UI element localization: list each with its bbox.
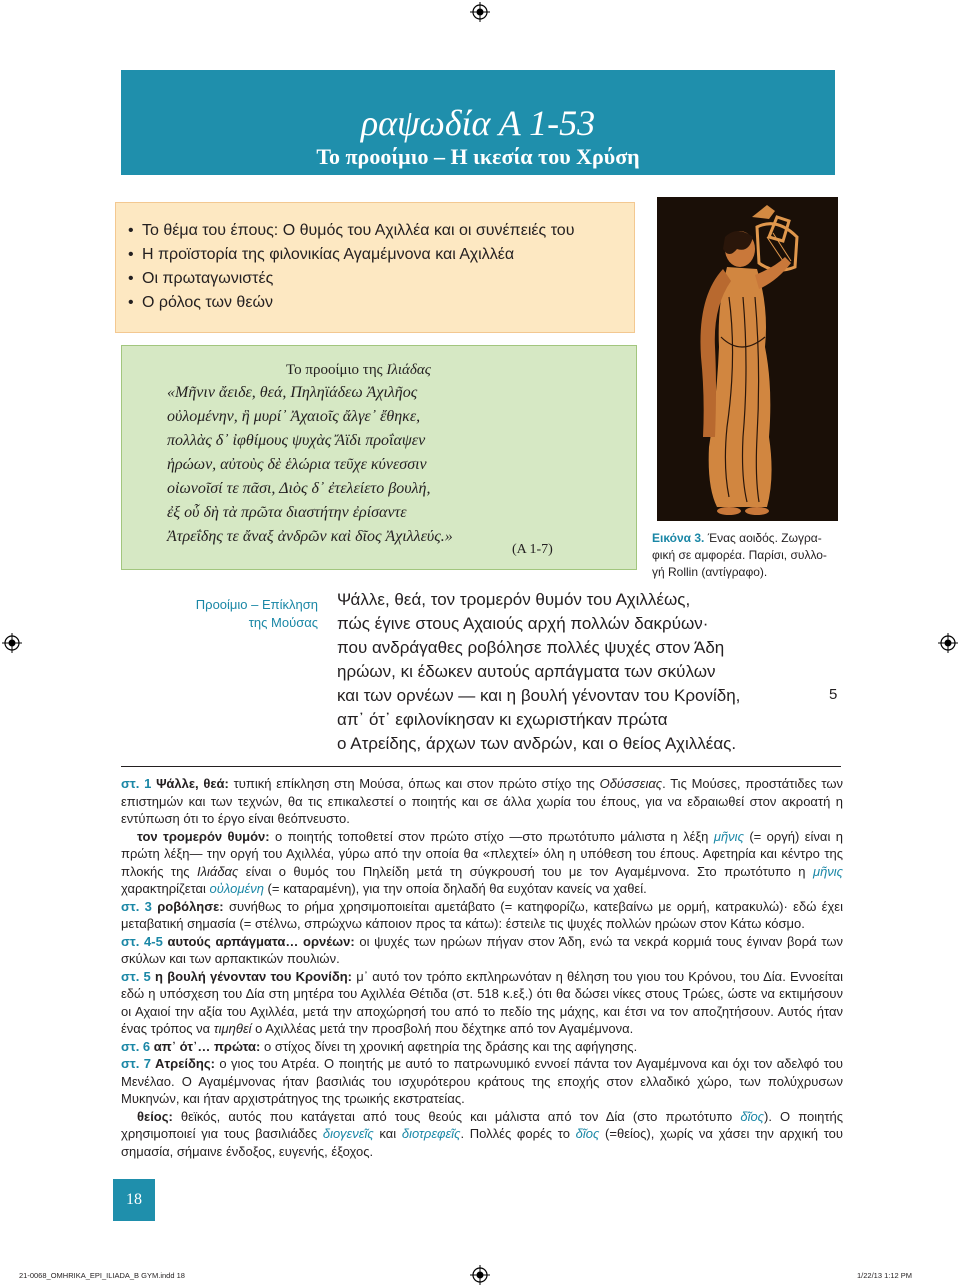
note-text: είναι ο θυμός του Πηλείδη μετά τη σύγκρουσή του με τον Αγαμέμνονα. Στο πρωτότυπο η bbox=[238, 863, 813, 879]
print-slug-file: 21-0068_OMHRIKA_EPI_ILIADA_B GYM.indd 18 bbox=[19, 1271, 185, 1280]
translation-line: ηρώων, κι έδωκεν αυτούς αρπάγματα των σκύλων bbox=[337, 662, 716, 681]
topics-box bbox=[115, 202, 635, 333]
note-verse-ref: στ. 5 bbox=[121, 968, 151, 984]
note-text: ). Ο ποιητής χρησιμοποιεί για τους βασιλιάδες bbox=[121, 1108, 843, 1141]
note-text: μ᾽ αυτό τον τρόπο εκπληρωνόταν η θέληση του γιου του Κρόνου, του Δία. Εννοείται εδώ η υπόσχεση του Δία στη μητέρα του Αχιλλέα Θέτιδα (στ. 518 κ.εξ.) ότι θα δώσει νίκες στους Τρώες, ώστε να εκτιμήσουν οι Αχαιοί την αξία του Αχιλλέα, μετά την αποχώρησή του από το πεδίο της μάχης, και έτσι να τον αποζητήσουν. Αυτός ήταν ένας τρόπος να bbox=[121, 968, 843, 1036]
note-greek-word: μῆνις bbox=[812, 863, 844, 879]
vase-painting-image bbox=[657, 197, 838, 521]
page-number: 18 bbox=[113, 1179, 155, 1221]
note-text: ο Αχιλλέας μετά την προσβολή που δέχτηκε από τον Αγαμέμνονα. bbox=[251, 1021, 634, 1036]
note-text: (= οργή) είναι η πρώτη λέξη— την οργή του Αχιλλέα, γύρω από την οποία θα «πλεχτεί» όλη η υπόθεση του έπους. Αφετηρία και κέντρο της πλοκής της bbox=[121, 828, 843, 879]
chapter-title: ραψωδία Α 1-53 bbox=[360, 103, 596, 143]
note-greek-word: οὐλομένη bbox=[209, 881, 264, 896]
margin-label bbox=[176, 596, 318, 632]
notes-divider bbox=[121, 766, 841, 767]
note-text: και bbox=[373, 1126, 402, 1141]
topics-list bbox=[128, 219, 634, 315]
note-greek-word: διοτρεφεῖς bbox=[401, 1126, 461, 1141]
original-verse-line: «Μῆνιν ἄειδε, θεά, Πηληϊάδεω Ἀχιλῆος bbox=[167, 384, 418, 401]
list-item: • Οι πρωταγωνιστές bbox=[128, 267, 634, 291]
caption-text: φική σε αμφορέα. Παρίσι, συλλο- bbox=[652, 548, 827, 562]
translation-line: και των ορνέων — και η βουλή γένονταν του Κρονίδη, bbox=[337, 686, 741, 705]
note-text: ο στίχος δίνει τη χρονική αφετηρία της δράσης και της αφήγησης. bbox=[260, 1038, 638, 1054]
note-keyword: Ατρείδης: bbox=[151, 1056, 215, 1071]
registration-mark-icon bbox=[2, 633, 22, 653]
note-text: ο ποιητής τοποθετεί στον πρώτο στίχο —στο πρωτότυπο μάλιστα η λέξη bbox=[269, 828, 714, 844]
note-text: χαρακτηρίζεται bbox=[121, 881, 210, 896]
commentary-notes bbox=[121, 775, 843, 1160]
note-text: θεϊκός, αυτός που κατάγεται από τους θεούς και μάλιστα από τον Δία (στο πρωτότυπο bbox=[172, 1108, 741, 1124]
note-paragraph bbox=[121, 1038, 843, 1056]
note-italic: Ιλιάδας bbox=[197, 863, 239, 879]
note-paragraph bbox=[121, 968, 843, 1038]
note-text: . Τις Μούσες, προστάτιδες των επιστημών και των τεχνών, θα τις επικαλεστεί ο ποιητής και σε άλλα χωρία του έπους, για να εδραιωθεί στον ακροατή η εντύπωση ότι το έργο είναι θεόπνευστο. bbox=[121, 776, 843, 826]
note-text: ο γιος του Ατρέα. Ο ποιητής με αυτό το πατρωνυμικό εννοεί πάντα τον Αγαμέμνονα και όχι τον αδελφό του Μενέλαο. Ο Αγαμέμνονας ήταν βασιλιάς του ισχυρότερου κράτους της εποχής στον ελλαδικό χώρο, των πολύχρυσων Μυκηνών, και ήταν αρχιστράτηγος της τρωικής εκστρατείας. bbox=[121, 1056, 843, 1106]
list-item: • Ο ρόλος των θεών bbox=[128, 291, 634, 315]
original-verse-line: ἐξ οὗ δὴ τὰ πρῶτα διαστήτην ἐρίσαντε bbox=[167, 504, 407, 521]
original-text-title bbox=[286, 362, 431, 379]
singer-figure-illustration bbox=[657, 197, 838, 521]
list-item: • Η προϊστορία της φιλονικίας Αγαμέμνονα και Αχιλλέα bbox=[128, 243, 634, 267]
note-text: (=θείος), χωρίς να χάσει την αρχική του σημασία, σήμαινε ένδοξος, ευγενής, έξοχος. bbox=[121, 1126, 844, 1159]
note-text: (= καταραμένη), για την οποία δηλαδή θα ευχόταν κανείς να χαθεί. bbox=[263, 881, 647, 896]
note-paragraph bbox=[121, 933, 843, 968]
translation-line: πώς έγινε στους Αχαιούς αρχή πολλών δακρύων· bbox=[337, 614, 709, 633]
caption-label: Εικόνα 3. bbox=[652, 531, 705, 545]
note-italic: τιμηθεί bbox=[213, 1021, 252, 1036]
note-verse-ref: στ. 4-5 bbox=[121, 933, 163, 949]
note-greek-word: δῖος bbox=[740, 1108, 765, 1124]
original-text-title-work: Ιλιάδας bbox=[386, 362, 431, 378]
note-text: συνήθως το ρήμα χρησιμοποιείται αμετάβατο (= κατηφορίζω, κατεβαίνω με ορμή, κατρακυλώ)· εδώ έχει μεταβατική σημασία (= στέλνω, σπρώχνω κάποιον προς τα κάτω): έστειλε τις ψυχές πολλών ηρώων στον Κάτω κόσμο. bbox=[121, 898, 843, 931]
original-verse-line: ἡρώων, αὐτοὺς δὲ ἑλώρια τεῦχε κύνεσσιν bbox=[167, 456, 427, 473]
note-keyword: η βουλή γένονταν του Κρονίδη: bbox=[150, 968, 352, 984]
note-greek-word: διογενεῖς bbox=[322, 1126, 374, 1141]
note-greek-word: δῖος bbox=[575, 1126, 600, 1141]
print-slug-date: 1/22/13 1:12 PM bbox=[857, 1271, 913, 1280]
note-paragraph bbox=[121, 1108, 843, 1161]
registration-mark-icon bbox=[470, 1265, 490, 1285]
note-text: οι ψυχές των ηρώων πήγαν στον Άδη, ενώ τα νεκρά κορμιά τους έγιναν βορά των σκύλων και των αρπακτικών πουλιών. bbox=[121, 933, 843, 966]
margin-label-line: της Μούσας bbox=[248, 615, 318, 630]
note-verse-ref: στ. 1 bbox=[121, 776, 152, 791]
note-verse-ref: στ. 7 bbox=[121, 1056, 151, 1071]
image-caption bbox=[652, 530, 842, 581]
original-text-box bbox=[121, 345, 637, 570]
original-verse-line: πολλὰς δ᾽ ἰφθίμους ψυχὰς Ἄϊδι προΐαψεν bbox=[167, 432, 426, 449]
note-verse-ref: στ. 6 bbox=[121, 1038, 151, 1054]
note-paragraph bbox=[121, 898, 843, 933]
list-item: • Το θέμα του έπους: Ο θυμός του Αχιλλέα και οι συνέπειές του bbox=[128, 219, 634, 243]
original-verse-line: Ἀτρεΐδης τε ἄναξ ἀνδρῶν καὶ δῖος Ἀχιλλεύς.» bbox=[167, 528, 453, 545]
note-paragraph bbox=[121, 828, 843, 898]
line-number: 5 bbox=[829, 686, 838, 703]
translation-line: που ανδράγαθες ροβόλησε πολλές ψυχές στον Άδη bbox=[337, 638, 725, 657]
verse-reference: (Α 1-7) bbox=[512, 542, 553, 557]
chapter-header bbox=[121, 70, 835, 175]
note-text: τυπική επίκληση στη Μούσα, όπως και στον πρώτο στίχο της bbox=[228, 776, 600, 791]
caption-text: Ένας αοιδός. Ζωγρα- bbox=[704, 531, 822, 545]
chapter-subtitle: Το προοίμιο – Η ικεσία του Χρύση bbox=[316, 144, 640, 169]
translation-line: απ᾽ ότ᾽ εφιλονίκησαν κι εχωριστήκαν πρώτα bbox=[337, 710, 668, 729]
note-keyword: αυτούς αρπάγματα… ορνέων: bbox=[162, 933, 355, 949]
note-keyword: απ᾽ ότ᾽… πρώτα: bbox=[150, 1038, 261, 1054]
caption-text: γή Rollin (αντίγραφο). bbox=[652, 565, 768, 579]
note-keyword: ροβόλησε: bbox=[151, 898, 224, 914]
note-greek-word: μῆνις bbox=[713, 828, 744, 844]
note-paragraph bbox=[121, 775, 843, 828]
note-paragraph bbox=[121, 1055, 843, 1108]
original-verse-line: οἰωνοῖσί τε πᾶσι, Διὸς δ᾽ ἐτελείετο βουλή, bbox=[167, 480, 431, 497]
registration-mark-icon bbox=[470, 2, 490, 22]
note-keyword: τον τρομερόν θυμόν: bbox=[137, 828, 270, 844]
registration-mark-icon bbox=[938, 633, 958, 653]
original-text-title-prefix: Το προοίμιο της bbox=[286, 362, 387, 378]
original-verse-line: οὐλομένην, ἣ μυρί᾽ Ἀχαιοῖς ἄλγε᾽ ἔθηκε, bbox=[167, 408, 421, 425]
note-verse-ref: στ. 3 bbox=[121, 898, 152, 914]
translation-line: ο Ατρείδης, άρχων των ανδρών, και ο θείος Αχιλλέας. bbox=[337, 734, 737, 753]
translation-line: Ψάλλε, θεά, τον τρομερόν θυμόν του Αχιλλέως, bbox=[337, 590, 691, 609]
margin-label-line: Προοίμιο – Επίκληση bbox=[195, 597, 318, 612]
note-keyword: Ψάλλε, θεά: bbox=[151, 776, 229, 791]
note-italic: Οδύσσειας bbox=[599, 776, 663, 791]
note-text: . Πολλές φορές το bbox=[460, 1126, 576, 1141]
note-keyword: θείος: bbox=[137, 1108, 173, 1124]
